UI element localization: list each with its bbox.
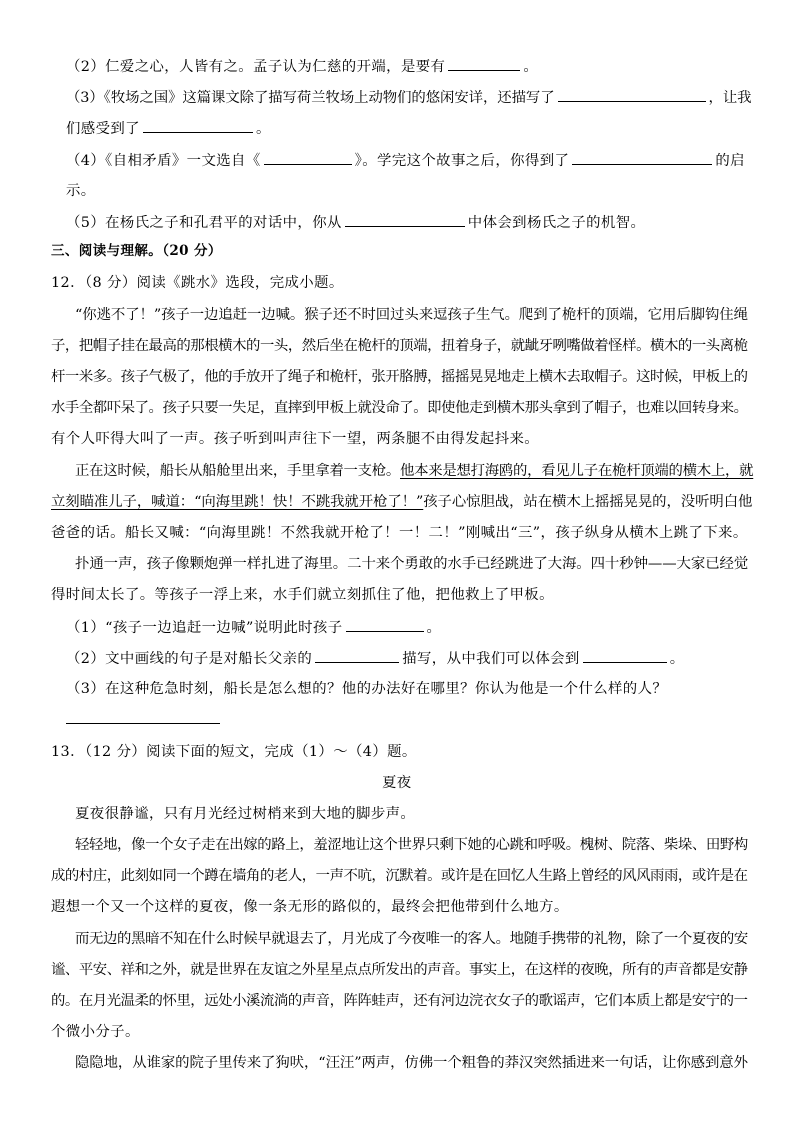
q13-p3-line: 谧、平安、祥和之外，就是世界在友谊之外星星点点所发出的声音。事实上，在这样的夜晚，所有的声音都是安静	[51, 962, 748, 978]
q3-text-d: 。	[255, 121, 271, 137]
q12-sub1-text: （1）“孩子一边追赶一边喊”说明此时孩子	[66, 620, 343, 636]
q5-text-b: 中体会到杨氏之子的机智。	[467, 215, 646, 231]
q4-text-b: 》。学完这个故事之后，你得到了	[354, 153, 570, 169]
q12-p2-line1	[75, 461, 753, 481]
q12-sub2-blank-1[interactable]	[315, 648, 399, 663]
q12-sub2	[66, 648, 685, 669]
q4-line1	[66, 150, 745, 171]
q4-text-c: 的启	[715, 153, 745, 169]
q4-text-d: 示。	[66, 183, 96, 199]
q12-p2-text: 孩子心惊胆战，站在横木上摇摇晃晃的，没听明白他	[423, 494, 753, 510]
q12-sub3-answer-blank[interactable]	[66, 723, 220, 724]
q4-line2	[66, 181, 96, 201]
q3-blank-1[interactable]	[558, 87, 706, 102]
q3-text-c: 们感受到了	[66, 121, 140, 137]
q3-line1	[66, 87, 751, 108]
q5-line	[66, 212, 645, 233]
q12-sub3: （3）在这种危急时刻，船长是怎么想的？他的办法好在哪里？你认为他是一个什么样的人？	[66, 681, 668, 697]
q12-p1-line: “你逃不了！”孩子一边追赶一边喊。猴子还不时回过头来逗孩子生气。爬到了桅杆的顶端，它用后脚钩住绳	[75, 307, 748, 323]
q5-text-a: （5）在杨氏之子和孔君平的对话中，你从	[66, 215, 342, 231]
q13-p2-line: 成的村庄，此刻如同一个蹲在墙角的老人，一声不吭，沉默着。或许是在回忆人生路上曾经的风风雨雨，或许是在	[51, 868, 748, 884]
q12-sub2-end: 。	[669, 651, 685, 667]
q4-blank-1[interactable]	[264, 150, 352, 165]
passage-title: 夏夜	[382, 775, 412, 791]
q13-p3-line: 而无边的黑暗不知在什么时候早就退去了，月光成了今夜唯一的客人。地随手携带的礼物，除了一个夏夜的安	[75, 931, 748, 947]
q12-sub1	[66, 617, 441, 638]
q12-intro: 12．（8 分）阅读《跳水》选段，完成小题。	[51, 275, 344, 291]
q3-text-b: ，让我	[708, 90, 752, 106]
q12-p2-text: 正在这时候，船长从船舱里出来，手里拿着一支枪。	[75, 463, 400, 479]
q4-text-a: （4）《自相矛盾》一文选自《	[66, 153, 261, 169]
q12-sub1-end: 。	[426, 620, 442, 636]
q12-sub2-blank-2[interactable]	[583, 648, 667, 663]
q13-p1-line: 夏夜很静谧，只有月光经过树梢来到大地的脚步声。	[75, 806, 416, 822]
q2-text: （2）仁爱之心，人皆有之。孟子认为仁慈的开端，是要有	[66, 59, 446, 75]
q3-text: （3）《牧场之国》这篇课文除了描写荷兰牧场上动物们的悠闲安详，还描写了	[66, 90, 555, 106]
q12-p3-line: 扑通一声，孩子像颗炮弹一样扎进了海里。二十来个勇敢的水手已经跳进了大海。四十秒钟——大家已经觉	[75, 556, 749, 572]
q12-p1-line: 水手全都吓呆了。孩子只要一失足，直摔到甲板上就没命了。即使他走到横木那头拿到了帽子，也难以回转身来。	[51, 400, 748, 416]
q12-sub2-text-b: 描写，从中我们可以体会到	[402, 651, 580, 667]
section3-heading: 三、阅读与理解。（20 分）	[51, 243, 222, 259]
underlined-sentence: 立刻瞄准儿子，喊道：“向海里跳！快！不跳我就开枪了！”	[51, 494, 424, 510]
q4-blank-2[interactable]	[572, 150, 712, 165]
q12-p2-line3: 爸爸的话。船长又喊：“向海里跳！不然我就开枪了！一！二！”刚喊出“三”，孩子纵身从横木上跳了下来。	[51, 525, 748, 541]
q3-blank-2[interactable]	[143, 118, 253, 133]
q12-p1-line: 杆一米多。孩子气极了，他的手放开了绳子和桅杆，张开胳膊，摇摇晃晃地走上横木去取帽子。这时候，甲板上的	[51, 369, 748, 385]
underlined-sentence: 他本来是想打海鸥的，看见儿子在桅杆顶端的横木上，就	[400, 463, 754, 479]
q12-sub1-blank[interactable]	[346, 617, 424, 632]
q5-blank[interactable]	[345, 212, 465, 227]
q2-blank[interactable]	[448, 56, 520, 71]
q12-p2-line2	[51, 492, 752, 512]
q12-p3-line: 得时间太长了。等孩子一浮上来，水手们就立刻抓住了他，把他救上了甲板。	[51, 587, 554, 603]
q12-p1-line: 有个人吓得大叫了一声。孩子听到叫声往下一望，两条腿不由得发起抖来。	[51, 431, 540, 447]
q13-p3-line: 个微小分子。	[51, 1024, 140, 1040]
q13-p2-line: 遐想一个又一个这样的夏夜，像一条无形的路似的，最终会把他带到什么地方。	[51, 899, 569, 915]
q13-p3-line: 的。在月光温柔的怀里，远处小溪流淌的声音，阵阵蛙声，还有河边浣衣女子的歌谣声，它们本质上都是安宁的一	[51, 993, 748, 1009]
q13-p4-line: 隐隐地，从谁家的院子里传来了狗吠，“汪汪”两声，仿佛一个粗鲁的莽汉突然插进来一句话，让你感到意外	[75, 1055, 748, 1071]
q12-sub2-text-a: （2）文中画线的句子是对船长父亲的	[66, 651, 313, 667]
q12-p1-line: 子，把帽子挂在最高的那根横木的一头，然后坐在桅杆的顶端，扭着身子，就龇牙咧嘴做着怪样。横木的一头离桅	[51, 338, 748, 354]
q2-end: 。	[523, 59, 539, 75]
q3-line2	[66, 118, 271, 139]
q13-intro: 13．（12 分）阅读下面的短文，完成（1）～（4）题。	[51, 744, 417, 760]
q2-line	[66, 56, 538, 77]
q13-p2-line: 轻轻地，像一个女子走在出嫁的路上，羞涩地让这个世界只剩下她的心跳和呼吸。槐树、院落、柴垛、田野构	[75, 837, 748, 853]
